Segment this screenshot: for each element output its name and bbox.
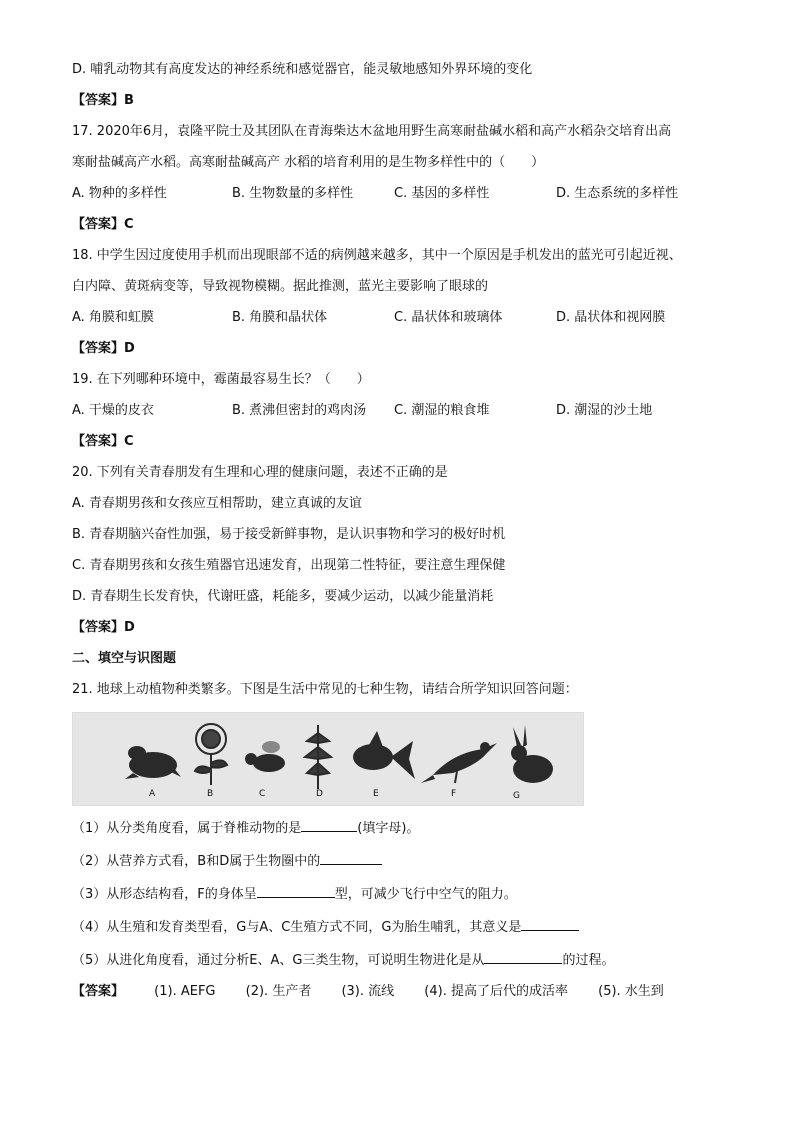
q19-option-d: D. 潮湿的沙土地 xyxy=(556,403,653,418)
q18-option-c: C. 晶状体和玻璃体 xyxy=(394,310,503,325)
q18-answer: 【答案】D xyxy=(72,341,135,356)
q19-option-b: B. 煮沸但密封的鸡肉汤 xyxy=(232,403,367,418)
q20-option-b: B. 青春期脑兴奋性加强，易于接受新鲜事物，是认识事物和学习的极好时机 xyxy=(72,527,506,542)
figure-label-e: E xyxy=(373,789,379,799)
q17-option-b: B. 生物数量的多样性 xyxy=(232,186,354,201)
q21-answer-2: (2). 生产者 xyxy=(245,984,312,999)
q18-stem-1: 18. 中学生因过度使用手机而出现眼部不适的病例越来越多，其中一个原因是手机发出的蓝光可引起近视、 xyxy=(72,248,682,263)
organisms-figure xyxy=(72,712,584,806)
q21-part-4: （4）从生殖和发育类型看，G与A、C生殖方式不同，G为胎生哺乳，其意义是 xyxy=(72,916,732,938)
q17-option-c: C. 基因的多样性 xyxy=(394,186,490,201)
q21-part-1: （1）从分类角度看，属于脊椎动物的是 (填字母)。 xyxy=(72,817,732,839)
q18-option-d: D. 晶状体和视网膜 xyxy=(556,310,666,325)
figure-label-d: D xyxy=(316,789,323,799)
q17-options xyxy=(72,184,732,204)
q21-answer-4: (4). 提高了后代的成活率 xyxy=(424,984,568,999)
q21-part-5: （5）从进化角度看，通过分析E、A、G三类生物，可说明生物进化是从 的过程。 xyxy=(72,949,732,971)
q17-stem-1: 17. 2020年6月，袁隆平院士及其团队在青海柴达木盆地用野生高寒耐盐碱水稻和高产水稻杂交培育出高 xyxy=(72,124,672,139)
q21-answer xyxy=(72,982,732,1002)
q17-stem-2: 寒耐盐碱高产水稻。高寒耐盐碱高产 水稻的培育利用的是生物多样性中的（ ） xyxy=(72,155,545,170)
q21-answer-label: 【答案】 xyxy=(72,984,125,999)
q21-answer-3: (3). 流线 xyxy=(341,984,395,999)
document-page xyxy=(72,60,732,1002)
figure-label-c: C xyxy=(259,789,266,799)
q20-option-a: A. 青春期男孩和女孩应互相帮助，建立真诚的友谊 xyxy=(72,496,362,511)
figure-label-g: G xyxy=(513,791,520,801)
q20-option-c: C. 青春期男孩和女孩生殖器官迅速发育，出现第二性特征，要注意生理保健 xyxy=(72,558,506,573)
q18-option-a: A. 角膜和虹膜 xyxy=(72,310,154,325)
q17-option-a: A. 物种的多样性 xyxy=(72,186,167,201)
q21-answer-1: (1). AEFG xyxy=(154,984,216,999)
figure-label-f: F xyxy=(451,789,457,799)
q20-option-d: D. 青春期生长发育快，代谢旺盛，耗能多，要减少运动，以减少能量消耗 xyxy=(72,589,494,604)
q19-options xyxy=(72,401,732,421)
fern-icon xyxy=(305,725,331,789)
goldfish-icon xyxy=(353,731,415,779)
q21-part-3: （3）从形态结构看，F的身体呈 型，可减少飞行中空气的阻力。 xyxy=(72,883,732,905)
answer-blank xyxy=(484,949,562,964)
q17-option-d: D. 生态系统的多样性 xyxy=(556,186,679,201)
answer-blank xyxy=(521,916,579,931)
bird-icon xyxy=(421,742,497,783)
rabbit-icon xyxy=(511,725,553,783)
q17-answer: 【答案】C xyxy=(72,217,134,232)
answer-blank xyxy=(320,850,382,865)
figure-label-a: A xyxy=(149,789,156,799)
q21-part-2: （2）从营养方式看，B和D属于生物圈中的 xyxy=(72,850,732,872)
q19-answer: 【答案】C xyxy=(72,434,134,449)
q18-options xyxy=(72,308,732,328)
q21-answer-5: (5). 水生到 xyxy=(598,984,664,999)
q19-stem: 19. 在下列哪种环境中，霉菌最容易生长？（ ） xyxy=(72,372,370,387)
section-heading: 二、填空与识图题 xyxy=(72,651,177,666)
q21-stem: 21. 地球上动植物种类繁多。下图是生活中常见的七种生物，请结合所学知识回答问题： xyxy=(72,682,578,697)
sunflower-icon xyxy=(195,724,227,785)
q16-option-d: D. 哺乳动物其有高度发达的神经系统和感觉器官，能灵敏地感知外界环境的变化 xyxy=(72,62,533,77)
answer-blank xyxy=(301,817,357,832)
bee-icon xyxy=(245,741,285,772)
q16-answer: 【答案】B xyxy=(72,93,134,108)
q19-option-a: A. 干燥的皮衣 xyxy=(72,403,154,418)
answer-blank xyxy=(257,883,335,898)
q19-option-c: C. 潮湿的粮食堆 xyxy=(394,403,490,418)
q18-stem-2: 白内障、黄斑病变等，导致视物模糊。据此推测，蓝光主要影响了眼球的 xyxy=(72,279,489,294)
q20-answer: 【答案】D xyxy=(72,620,135,635)
frog-icon xyxy=(125,746,181,779)
figure-label-b: B xyxy=(207,789,214,799)
q18-option-b: B. 角膜和晶状体 xyxy=(232,310,328,325)
q20-stem: 20. 下列有关青春朋发有生理和心理的健康问题，表述不正确的是 xyxy=(72,465,448,480)
